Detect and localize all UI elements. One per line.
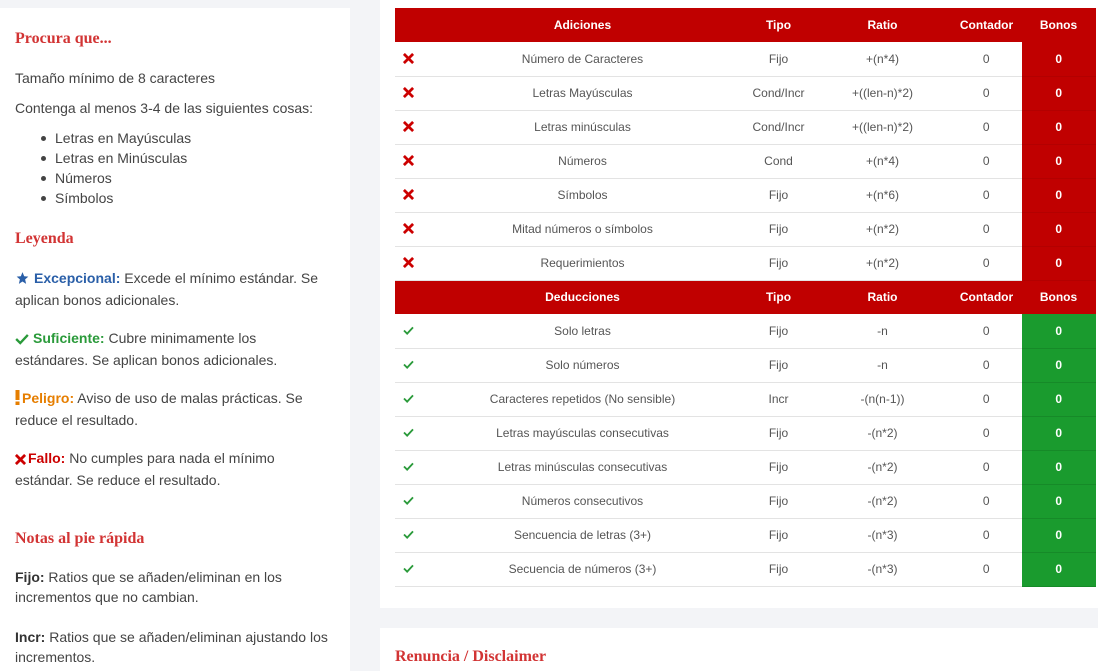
disclaimer-heading: Renuncia / Disclaimer — [395, 648, 547, 665]
table-row — [395, 450, 1096, 484]
list-item: Números — [41, 168, 191, 188]
check-icon — [403, 392, 414, 406]
check-icon — [403, 528, 414, 542]
row-count: 0 — [952, 314, 1021, 348]
check-icon — [403, 358, 414, 372]
table-row — [395, 42, 1096, 76]
col-header: Ratio — [813, 280, 952, 314]
table-row — [395, 416, 1096, 450]
table-row — [395, 484, 1096, 518]
row-type: Fijo — [744, 518, 813, 552]
row-type: Incr — [744, 382, 813, 416]
row-ratio: -n — [813, 314, 952, 348]
row-count: 0 — [952, 144, 1021, 178]
row-type: Cond/Incr — [744, 110, 813, 144]
row-count: 0 — [952, 518, 1021, 552]
x-icon — [403, 255, 414, 271]
x-icon — [15, 450, 26, 470]
col-header: Contador — [952, 280, 1021, 314]
row-ratio: +((len-n)*2) — [813, 110, 952, 144]
col-header: Adiciones — [421, 8, 744, 42]
x-icon — [403, 187, 414, 203]
row-count: 0 — [952, 416, 1021, 450]
check-icon — [403, 324, 414, 338]
row-bonus: 0 — [1021, 518, 1096, 552]
row-count: 0 — [952, 552, 1021, 586]
check-icon — [403, 562, 414, 576]
row-type: Fijo — [744, 484, 813, 518]
row-name: Letras minúsculas — [421, 110, 744, 144]
legend-label: Fallo: — [28, 450, 66, 466]
row-count: 0 — [952, 76, 1021, 110]
contain-text: Contenga al menos 3-4 de las siguientes cosas: — [15, 100, 314, 116]
row-type: Fijo — [744, 552, 813, 586]
row-bonus: 0 — [1021, 246, 1096, 280]
row-type: Cond — [744, 144, 813, 178]
note-label: Fijo: — [15, 569, 45, 585]
check-icon — [15, 330, 29, 350]
check-icon — [403, 426, 414, 440]
x-icon — [403, 119, 414, 135]
min-size-text: Tamaño mínimo de 8 caracteres — [15, 70, 215, 86]
row-ratio: +(n*2) — [813, 212, 952, 246]
check-icon — [403, 494, 414, 508]
row-name: Caracteres repetidos (No sensible) — [421, 382, 744, 416]
note-incr — [15, 627, 340, 667]
row-bonus: 0 — [1021, 76, 1096, 110]
row-name: Secuencia de números (3+) — [421, 552, 744, 586]
row-ratio: -(n(n-1)) — [813, 382, 952, 416]
heading-procura: Procura que... — [15, 30, 112, 47]
legend-label: Suficiente: — [33, 330, 105, 346]
legend-text: No cumples para nada el mínimo estándar. Se reduce el resultado. — [15, 450, 275, 488]
row-ratio: -(n*3) — [813, 518, 952, 552]
row-ratio: +(n*6) — [813, 178, 952, 212]
col-header: Bonos — [1021, 280, 1096, 314]
deductions-header — [395, 280, 1096, 314]
row-bonus: 0 — [1021, 382, 1096, 416]
x-icon — [403, 153, 414, 169]
row-bonus: 0 — [1021, 144, 1096, 178]
exclamation-icon — [15, 390, 20, 410]
row-name: Requerimientos — [421, 246, 744, 280]
row-type: Fijo — [744, 42, 813, 76]
row-ratio: +(n*4) — [813, 144, 952, 178]
row-name: Letras Mayúsculas — [421, 76, 744, 110]
row-ratio: -(n*2) — [813, 450, 952, 484]
heading-leyenda: Leyenda — [15, 230, 74, 247]
col-header: Bonos — [1021, 8, 1096, 42]
col-header: Tipo — [744, 280, 813, 314]
list-item: Símbolos — [41, 188, 191, 208]
row-bonus: 0 — [1021, 314, 1096, 348]
row-ratio: -(n*2) — [813, 416, 952, 450]
row-bonus: 0 — [1021, 552, 1096, 586]
table-row — [395, 518, 1096, 552]
list-item: Letras en Mayúsculas — [41, 128, 191, 148]
legend-excepcional — [15, 268, 330, 310]
row-name: Mitad números o símbolos — [421, 212, 744, 246]
list-item: Letras en Minúsculas — [41, 148, 191, 168]
note-text: Ratios que se añaden/eliminan en los incrementos que no cambian. — [15, 569, 282, 605]
row-type: Fijo — [744, 416, 813, 450]
row-name: Símbolos — [421, 178, 744, 212]
requirements-list — [41, 128, 191, 208]
table-row — [395, 382, 1096, 416]
row-ratio: +((len-n)*2) — [813, 76, 952, 110]
row-ratio: -n — [813, 348, 952, 382]
row-name: Número de Caracteres — [421, 42, 744, 76]
col-header: Ratio — [813, 8, 952, 42]
row-name: Letras mayúsculas consecutivas — [421, 416, 744, 450]
row-count: 0 — [952, 348, 1021, 382]
legend-text: Excede el mínimo estándar. Se aplican bonos adicionales. — [15, 270, 319, 308]
legend-fallo — [15, 448, 330, 490]
row-ratio: -(n*3) — [813, 552, 952, 586]
row-bonus: 0 — [1021, 450, 1096, 484]
additions-header — [395, 8, 1096, 42]
row-type: Fijo — [744, 450, 813, 484]
table-row — [395, 348, 1096, 382]
legend-text: Cubre minimamente los estándares. Se aplican bonos adicionales. — [15, 330, 278, 368]
row-name: Letras minúsculas consecutivas — [421, 450, 744, 484]
table-row — [395, 246, 1096, 280]
row-count: 0 — [952, 110, 1021, 144]
row-name: Solo letras — [421, 314, 744, 348]
col-header: Tipo — [744, 8, 813, 42]
row-bonus: 0 — [1021, 484, 1096, 518]
check-icon — [403, 460, 414, 474]
x-icon — [403, 85, 414, 101]
legend-suficiente — [15, 328, 330, 370]
legend-label: Excepcional: — [34, 270, 121, 286]
row-count: 0 — [952, 450, 1021, 484]
score-table — [395, 8, 1096, 587]
row-type: Cond/Incr — [744, 76, 813, 110]
table-row — [395, 552, 1096, 586]
row-count: 0 — [952, 42, 1021, 76]
row-type: Fijo — [744, 212, 813, 246]
row-bonus: 0 — [1021, 212, 1096, 246]
table-row — [395, 212, 1096, 246]
table-row — [395, 76, 1096, 110]
row-type: Fijo — [744, 178, 813, 212]
row-name: Sencuencia de letras (3+) — [421, 518, 744, 552]
row-bonus: 0 — [1021, 110, 1096, 144]
legend-text: Aviso de uso de malas prácticas. Se reduce el resultado. — [15, 390, 303, 428]
row-ratio: -(n*2) — [813, 484, 952, 518]
row-bonus: 0 — [1021, 416, 1096, 450]
note-label: Incr: — [15, 629, 46, 645]
row-name: Solo números — [421, 348, 744, 382]
row-count: 0 — [952, 382, 1021, 416]
row-bonus: 0 — [1021, 42, 1096, 76]
row-bonus: 0 — [1021, 178, 1096, 212]
row-count: 0 — [952, 212, 1021, 246]
x-icon — [403, 221, 414, 237]
row-count: 0 — [952, 246, 1021, 280]
note-fijo — [15, 567, 325, 607]
row-ratio: +(n*2) — [813, 246, 952, 280]
row-bonus: 0 — [1021, 348, 1096, 382]
row-type: Fijo — [744, 246, 813, 280]
row-ratio: +(n*4) — [813, 42, 952, 76]
col-header: Deducciones — [421, 280, 744, 314]
note-text: Ratios que se añaden/eliminan ajustando los incrementos. — [15, 629, 328, 665]
row-type: Fijo — [744, 314, 813, 348]
row-type: Fijo — [744, 348, 813, 382]
heading-notas: Notas al pie rápida — [15, 530, 145, 547]
legend-label: Peligro: — [22, 390, 75, 406]
row-count: 0 — [952, 484, 1021, 518]
table-row — [395, 314, 1096, 348]
table-row — [395, 144, 1096, 178]
table-row — [395, 110, 1096, 144]
row-count: 0 — [952, 178, 1021, 212]
col-header: Contador — [952, 8, 1021, 42]
row-name: Números — [421, 144, 744, 178]
row-name: Números consecutivos — [421, 484, 744, 518]
star-icon — [15, 270, 30, 290]
table-row — [395, 178, 1096, 212]
legend-peligro — [15, 388, 330, 430]
x-icon — [403, 51, 414, 67]
